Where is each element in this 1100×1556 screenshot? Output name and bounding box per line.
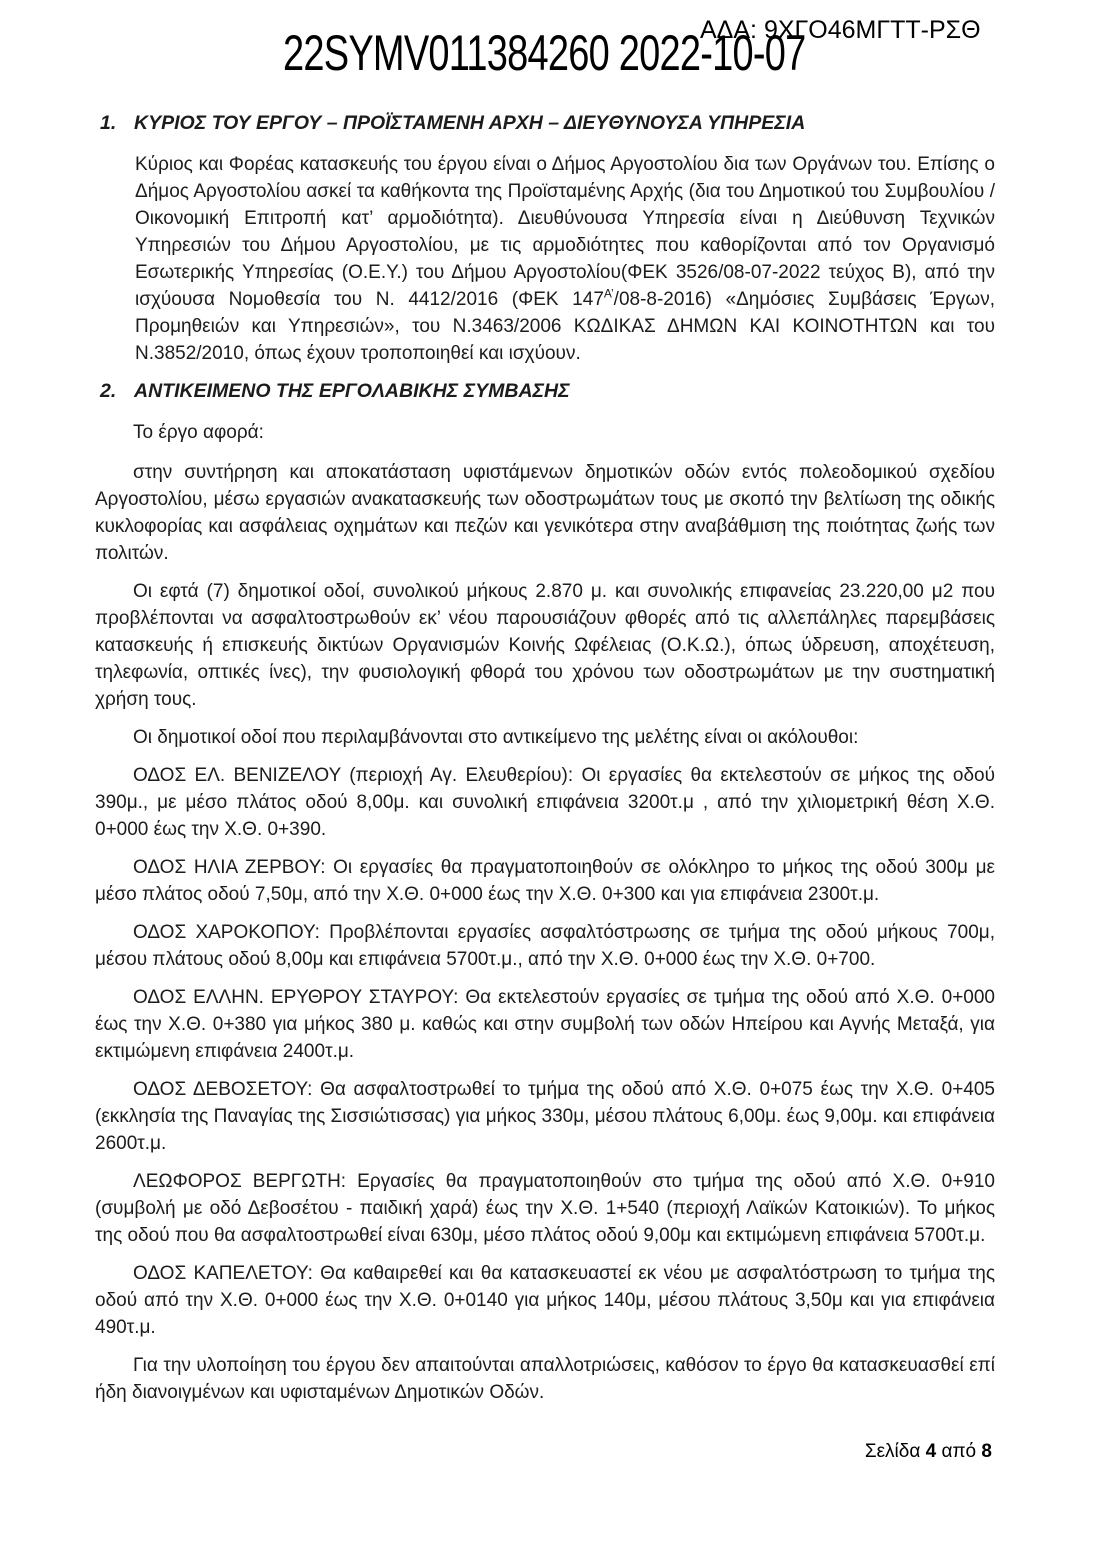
- section-2-number: 2.: [100, 380, 117, 402]
- paragraph-road-kapeletou: ΟΔΟΣ ΚΑΠΕΛΕΤΟΥ: Θα καθαιρεθεί και θα κατασκευαστεί εκ νέου με ασφαλτόστρωση το τμήμα της οδού από την Χ.Θ. 0+000 έως την Χ.Θ. 0+0140 για μήκος 140μ, μέσου πλάτους 3,50μ και για επιφάνεια 490τ.μ.: [95, 1263, 995, 1338]
- fek-superscript: Α’: [603, 286, 614, 301]
- paragraph-scope: στην συντήρηση και αποκατάσταση υφιστάμενων δημοτικών οδών εντός πολεοδομικού σχεδίου Αργοστολίου, μέσω εργασιών ανακατασκευής των οδοστρωμάτων τους με σκοπό την βελτίωση της οδικής κυκλοφορίας και ασφάλειας οχημάτων και πεζών και γενικότερα στην αναβάθμιση της ποιότητας ζωής των πολιτών.: [95, 462, 995, 564]
- section-1-heading: [95, 110, 995, 137]
- paragraph-road-erythrou-stavrou: ΟΔΟΣ ΕΛΛΗΝ. ΕΡΥΘΡΟΥ ΣΤΑΥΡΟΥ: Θα εκτελεστούν εργασίες σε τμήμα της οδού από Χ.Θ. 0+000 έως την Χ.Θ. 0+380 για μήκος 380 μ. καθώς και στην συμβολή των οδών Ηπείρου και Αγνής Μεταξά, για εκτιμώμενη επιφάνεια 2400τ.μ.: [95, 987, 995, 1062]
- section-1-paragraph-part1: Κύριος και Φορέας κατασκευής του έργου είναι ο Δήμος Αργοστολίου δια των Οργάνων του. Επίσης ο Δήμος Αργοστολίου ασκεί τα καθήκοντα της Προϊσταμένης Αρχής (δια του Δημοτικού του Συμβουλίου / Οικονομική Επιτροπή κατ’ αρμοδιότητα). Διευθύνουσα Υπηρεσία είναι η Διεύθυνση Τεχνικών Υπηρεσιών του Δήμου Αργοστολίου, με τις αρμοδιότητες που καθορίζονται από τον Οργανισμό Εσωτερικής Υπηρεσίας (Ο.Ε.Υ.) του Δήμου Αργοστολίου(ΦΕΚ 3526/08-07-2022 τεύχος Β), από την ισχύουσα Νομοθεσία του Ν. 4412/2016 (ΦΕΚ 147: [135, 154, 995, 310]
- section-1-paragraph-part2: /08-8-2016) «Δημόσιες Συμβάσεις Έργων, Προμηθειών και Υπηρεσιών», του Ν.3463/2006 ΚΩΔΙΚΑΣ ΔΗΜΩΝ ΚΑΙ ΚΟΙΝΟΤΗΤΩΝ και του Ν.3852/2010, όπως έχουν τροποποιηθεί και ισχύουν.: [135, 289, 996, 364]
- ada-code: ΑΔΑ: 9ΧΓΟ46ΜΓΤΤ-ΡΣΘ: [700, 16, 981, 44]
- footer-page-word: Σελίδα: [864, 1441, 921, 1462]
- paragraph-seven-roads: Οι εφτά (7) δημοτικοί οδοί, συνολικού μήκους 2.870 μ. και συνολικής επιφανείας 23.220,00 μ2 που προβλέπονται να ασφαλτοστρωθούν εκ’ νέου παρουσιάζουν φθορές από τις αλλεπάληλες παρεμβάσεις κατασκευής ή επισκευής δικτύων Οργανισμών Κοινής Ωφέλειας (Ο.Κ.Ω.), όπως ύδρευση, αποχέτευση, τηλεφωνία, οπτικές ίνες), την φυσιολογική φθορά του χρόνου των οδοστρωμάτων με την συστηματική χρήση τους.: [95, 581, 995, 710]
- registry-stamp-text: 22SYMV011384260 2022-10-07: [283, 25, 806, 81]
- footer-of-word: από: [941, 1441, 977, 1462]
- section-1-paragraph: [135, 151, 995, 367]
- paragraph-road-charokopou: ΟΔΟΣ ΧΑΡΟΚΟΠΟΥ: Προβλέπονται εργασίες ασφαλτόστρωσης σε τμήμα της οδού μήκους 700μ, μέσου πλάτους οδού 8,00μ και επιφάνεια 5700τ.μ., από την Χ.Θ. 0+000 έως την Χ.Θ. 0+700.: [95, 922, 995, 970]
- paragraph-road-venizelou: ΟΔΟΣ ΕΛ. ΒΕΝΙΖΕΛΟΥ (περιοχή Αγ. Ελευθερίου): Οι εργασίες θα εκτελεστούν σε μήκος της οδού 390μ., με μέσο πλάτος οδού 8,00μ. και συνολική επιφάνεια 3200τ.μ , από την χιλιομετρική θέση Χ.Θ. 0+000 έως την Χ.Θ. 0+390.: [95, 765, 995, 840]
- paragraph-road-vergoti: ΛΕΩΦΟΡΟΣ ΒΕΡΓΩΤΗ: Εργασίες θα πραγματοποιηθούν στο τμήμα της οδού από Χ.Θ. 0+910 (συμβολή με οδό Δεβοσέτου - παιδική χαρά) έως την Χ.Θ. 1+540 (περιοχή Λαϊκών Κατοικιών). Το μήκος της οδού που θα ασφαλτοστρωθεί είναι 630μ, μέσο πλάτος οδού 9,00μ και εκτιμώμενη επιφάνεια 5700τ.μ.: [95, 1171, 995, 1246]
- paragraph-road-devosetou: ΟΔΟΣ ΔΕΒΟΣΕΤΟΥ: Θα ασφαλτοστρωθεί το τμήμα της οδού από Χ.Θ. 0+075 έως την Χ.Θ. 0+405 (εκκλησία της Παναγίας της Σισσιώτισσας) για μήκος 330μ, μέσου πλάτους 6,00μ. έως 9,00μ. και επιφάνεια 2600τ.μ.: [95, 1079, 995, 1154]
- section-1-number: 1.: [100, 112, 117, 134]
- footer-total-pages: 8: [981, 1441, 992, 1462]
- paragraph-road-zervou: ΟΔΟΣ ΗΛΙΑ ΖΕΡΒΟΥ: Οι εργασίες θα πραγματοποιηθούν σε ολόκληρο το μήκος της οδού 300μ με μέσο πλάτος οδού 7,50μ, από την Χ.Θ. 0+000 έως την Χ.Θ. 0+300 και για επιφάνεια 2300τ.μ.: [95, 857, 995, 905]
- paragraph-roads-list-intro: Οι δημοτικοί οδοί που περιλαμβάνονται στο αντικείμενο της μελέτης είναι οι ακόλουθοι:: [133, 727, 859, 748]
- section-2-intro: Το έργο αφορά:: [133, 422, 264, 443]
- page-footer: [865, 1441, 992, 1463]
- section-1-title: ΚΥΡΙΟΣ ΤΟΥ ΕΡΓΟΥ – ΠΡΟΪΣΤΑΜΕΝΗ ΑΡΧΗ – ΔΙΕΥΘΥΝΟΥΣΑ ΥΠΗΡΕΣΙΑ: [134, 112, 806, 134]
- document-body: [95, 100, 995, 1417]
- section-2-title: ΑΝΤΙΚΕΙΜΕΝΟ ΤΗΣ ΕΡΓΟΛΑΒΙΚΗΣ ΣΥΜΒΑΣΗΣ: [134, 380, 570, 402]
- section-2-heading: [95, 378, 995, 405]
- footer-page-number: 4: [925, 1441, 937, 1462]
- paragraph-expropriations: Για την υλοποίηση του έργου δεν απαιτούνται απαλλοτριώσεις, καθόσον το έργο θα κατασκευασθεί επί ήδη διανοιγμένων και υφισταμένων Δημοτικών Οδών.: [95, 1355, 995, 1403]
